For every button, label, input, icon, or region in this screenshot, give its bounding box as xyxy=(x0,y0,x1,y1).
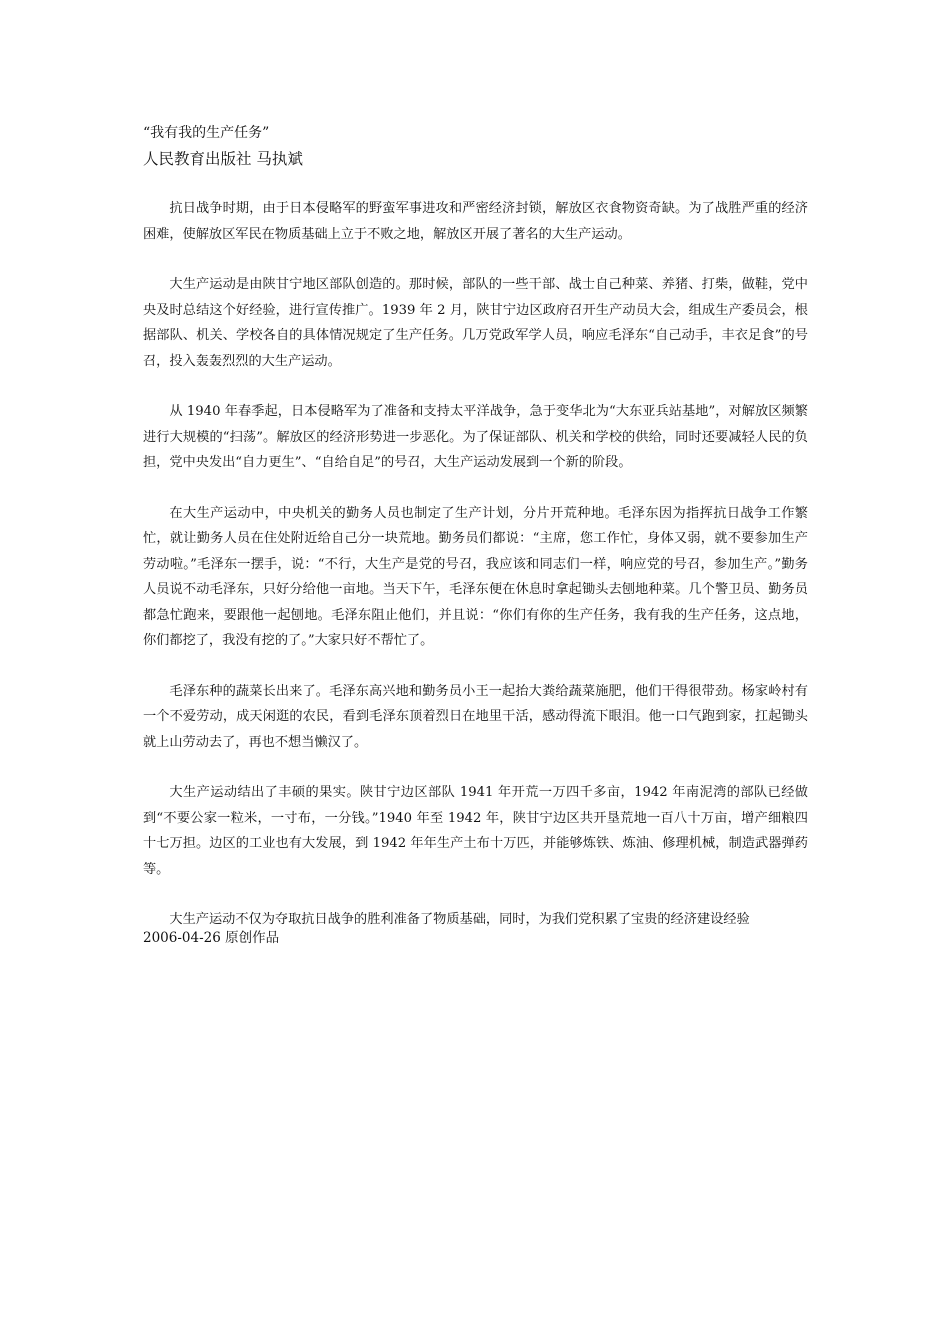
paragraph-3: 从 1940 年春季起，日本侵略军为了准备和支持太平洋战争，急于变华北为“大东亚兵站基地”，对解放区频繁进行大规模的“扫荡”。解放区的经济形势进一步恶化。为了保证部队、机关和学校的供给，同时还要减轻人民的负担，党中央发出“自力更生”、“自给自足”的号召，大生产运动发展到一个新的阶段。 xyxy=(143,404,808,470)
paragraph-1: 抗日战争时期，由于日本侵略军的野蛮军事进攻和严密经济封锁，解放区衣食物资奇缺。为了战胜严重的经济困难，使解放区军民在物质基础上立于不败之地，解放区开展了著名的大生产运动。 xyxy=(143,201,808,242)
paragraph-6: 大生产运动结出了丰硕的果实。陕甘宁边区部队 1941 年开荒一万四千多亩，1942 年南泥湾的部队已经做到“不要公家一粒米，一寸布，一分钱。”1940 年至 1942 年，陕甘宁边区共开垦荒地一百八十万亩，增产细粮四十七万担。边区的工业也有大发展，到 1942 年年生产土布十万匹，并能够炼铁、炼油、修理机械，制造武器弹药等。 xyxy=(143,785,808,877)
paragraph-4: 在大生产运动中，中央机关的勤务人员也制定了生产计划，分片开荒种地。毛泽东因为指挥抗日战争工作繁忙，就让勤务人员在住处附近给自己分一块荒地。勤务员们都说：“主席，您工作忙，身体又弱，就不要参加生产劳动啦。”毛泽东一摆手，说：“不行，大生产是党的号召，我应该和同志们一样，响应党的号召，参加生产。”勤务人员说不动毛泽东，只好分给他一亩地。当天下午，毛泽东便在休息时拿起锄头去刨地种菜。几个警卫员、勤务员都急忙跑来，要跟他一起刨地。毛泽东阻止他们，并且说：“你们有你的生产任务，我有我的生产任务，这点地，你们都挖了，我没有挖的了。”大家只好不帮忙了。 xyxy=(143,505,808,648)
document-footer-date: 2006-04-26 原创作品 xyxy=(143,930,280,946)
document-author: 人民教育出版社 马执斌 xyxy=(143,150,303,168)
document-body xyxy=(143,196,808,958)
paragraph-7: 大生产运动不仅为夺取抗日战争的胜利准备了物质基础，同时，为我们党积累了宝贵的经济建设经验 xyxy=(169,912,750,927)
document-title: “我有我的生产任务” xyxy=(143,125,270,141)
paragraph-2: 大生产运动是由陕甘宁地区部队创造的。那时候，部队的一些干部、战士自己种菜、养猪、打柴，做鞋，党中央及时总结这个好经验，进行宣传推广。1939 年 2 月，陕甘宁边区政府召开生产动员大会，组成生产委员会，根据部队、机关、学校各自的具体情况规定了生产任务。几万党政军学人员，响应毛泽东“自己动手，丰衣足食”的号召，投入轰轰烈烈的大生产运动。 xyxy=(143,277,808,369)
paragraph-5: 毛泽东种的蔬菜长出来了。毛泽东高兴地和勤务员小王一起抬大粪给蔬菜施肥，他们干得很带劲。杨家岭村有一个不爱劳动，成天闲逛的农民，看到毛泽东顶着烈日在地里干活，感动得流下眼泪。他一口气跑到家，扛起锄头就上山劳动去了，再也不想当懒汉了。 xyxy=(143,683,808,750)
